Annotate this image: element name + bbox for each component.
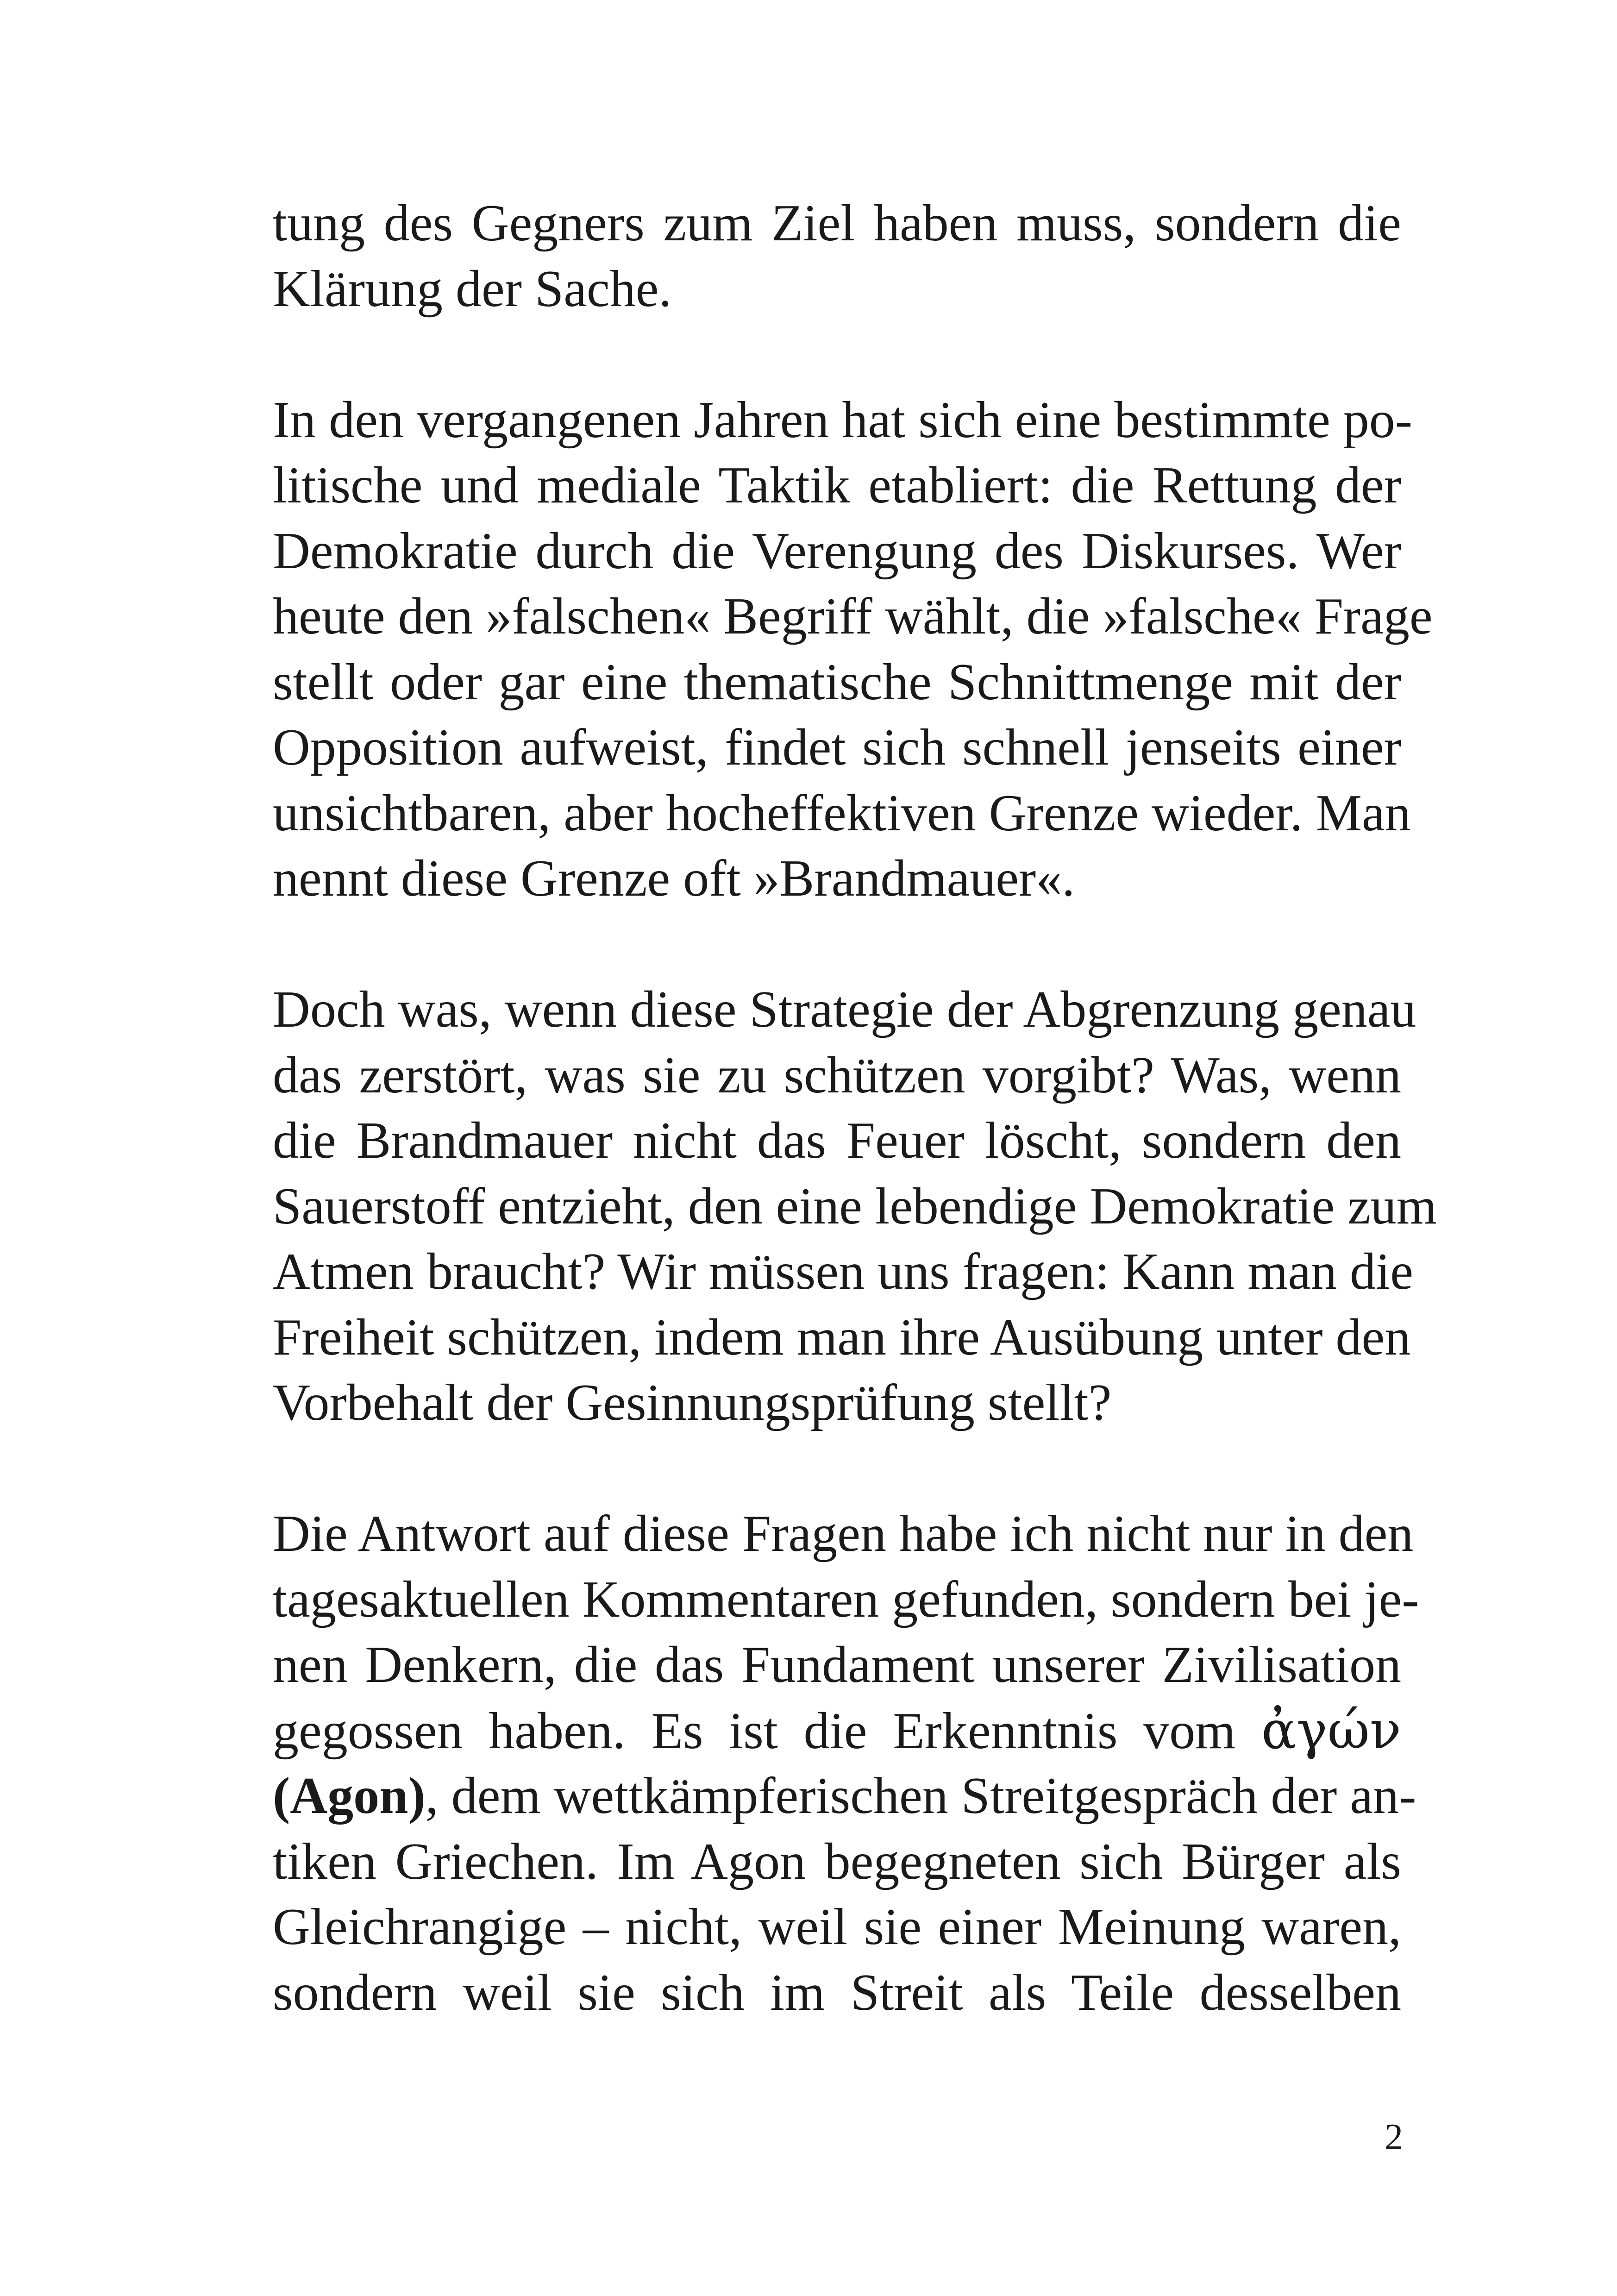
text-line: Klärung der Sache. bbox=[273, 260, 672, 318]
text-line: Demokratie durch die Verengung des Diskurses. Wer bbox=[273, 522, 1401, 580]
text-line: tung des Gegners zum Ziel haben muss, sondern die bbox=[273, 194, 1401, 252]
text-line: Freiheit schützen, indem man ihre Ausübung unter den bbox=[273, 1308, 1411, 1366]
text-line: nen Denkern, die das Fundament unserer Zivilisation bbox=[273, 1636, 1401, 1694]
text-line: Atmen braucht? Wir müssen uns fragen: Kann man die bbox=[273, 1243, 1413, 1300]
paragraph-gap bbox=[273, 1436, 1401, 1502]
text-line-with-greek bbox=[273, 1698, 1401, 1764]
text-line: Doch was, wenn diese Strategie der Abgrenzung genau bbox=[273, 981, 1416, 1038]
page-number: 2 bbox=[1385, 2117, 1403, 2158]
paragraph-gap bbox=[273, 322, 1401, 388]
text-line: Gleichrangige – nicht, weil sie einer Meinung waren, bbox=[273, 1898, 1401, 1956]
paragraph-gap bbox=[273, 912, 1401, 978]
body-text bbox=[273, 191, 1437, 2026]
text-line: tagesaktuellen Kommentaren gefunden, sondern bei je- bbox=[273, 1570, 1419, 1628]
bold-term: (Agon) bbox=[273, 1767, 426, 1825]
text-line: Die Antwort auf diese Fragen habe ich nicht nur in den bbox=[273, 1505, 1414, 1562]
text-line: Opposition aufweist, findet sich schnell jenseits einer bbox=[273, 719, 1401, 776]
text-line: sondern weil sie sich im Streit als Teile desselben bbox=[273, 1964, 1401, 2021]
text-segment: , dem wettkämpferischen Streitgespräch der an- bbox=[425, 1767, 1416, 1825]
text-line: unsichtbaren, aber hocheffektiven Grenze wieder. Man bbox=[273, 784, 1411, 842]
text-line: nennt diese Grenze oft »Brandmauer«. bbox=[273, 850, 1075, 907]
text-line: heute den »falschen« Begriff wählt, die »falsche« Frage bbox=[273, 588, 1433, 645]
text-line: die Brandmauer nicht das Feuer löscht, sondern den bbox=[273, 1112, 1401, 1169]
text-line: das zerstört, was sie zu schützen vorgibt? Was, wenn bbox=[273, 1046, 1401, 1104]
text-line: stellt oder gar eine thematische Schnittmenge mit der bbox=[273, 653, 1401, 711]
text-line: Sauerstoff entzieht, den eine lebendige Demokratie zum bbox=[273, 1177, 1437, 1235]
text-line-with-bold bbox=[273, 1763, 1416, 1829]
greek-term: ἀγών bbox=[1261, 1700, 1401, 1761]
text-line: litische und mediale Taktik etabliert: die Rettung der bbox=[273, 457, 1401, 514]
text-line: Vorbehalt der Gesinnungsprüfung stellt? bbox=[273, 1374, 1112, 1431]
text-segment: gegossen haben. Es ist die Erkenntnis vom bbox=[273, 1702, 1236, 1760]
text-line: tiken Griechen. Im Agon begegneten sich Bürger als bbox=[273, 1832, 1401, 1890]
text-line: In den vergangenen Jahren hat sich eine bestimmte po- bbox=[273, 391, 1413, 449]
